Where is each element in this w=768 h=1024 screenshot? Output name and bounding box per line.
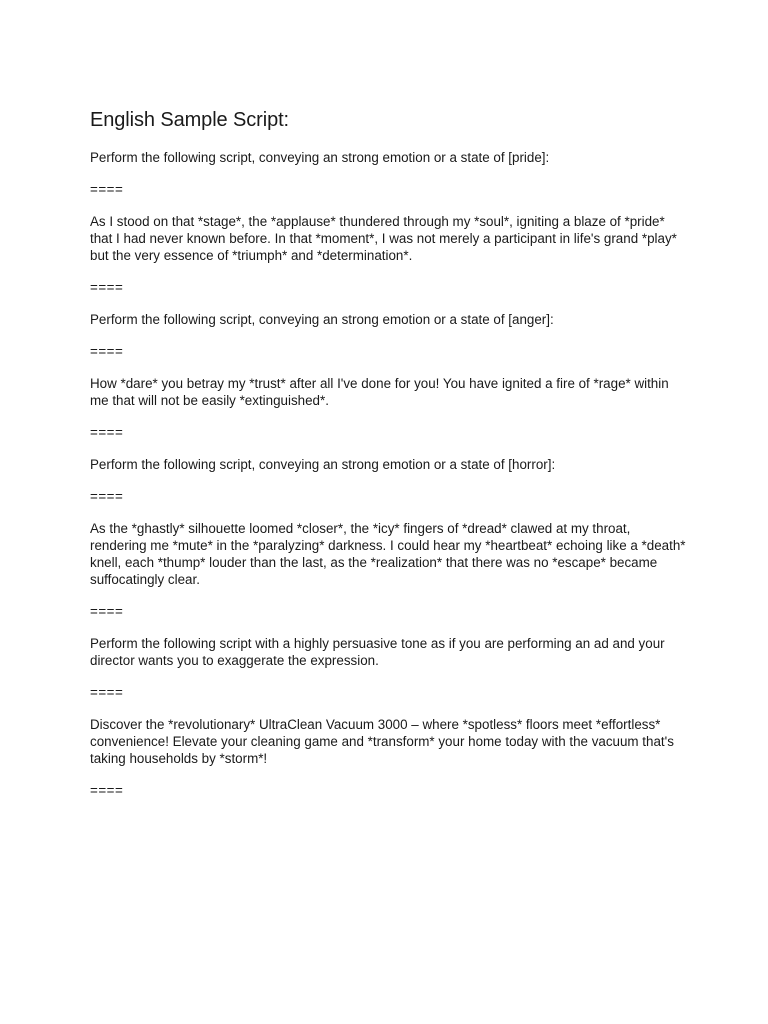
instruction-pride: Perform the following script, conveying an strong emotion or a state of [pride]: <box>90 150 550 165</box>
separator: ==== <box>90 182 124 197</box>
instruction-ad: Perform the following script with a highly persuasive tone as if you are performing an ad and your director wants you to exaggerate the expression. <box>90 636 665 668</box>
separator: ==== <box>90 280 124 295</box>
separator: ==== <box>90 344 124 359</box>
script-anger: How *dare* you betray my *trust* after all I've done for you! You have ignited a fire of *rage* within me that will not be easily *extinguished*. <box>90 376 669 408</box>
script-pride: As I stood on that *stage*, the *applause* thundered through my *soul*, igniting a blaze of *pride* that I had never known before. In that *moment*, I was not merely a participant in life's grand *play* but the very essence of *triumph* and *determination*. <box>90 214 677 263</box>
separator: ==== <box>90 685 124 700</box>
document-page <box>90 107 690 814</box>
separator: ==== <box>90 425 124 440</box>
document-title: English Sample Script: <box>90 109 290 131</box>
script-horror: As the *ghastly* silhouette loomed *closer*, the *icy* fingers of *dread* clawed at my throat, rendering me *mute* in the *paralyzing* darkness. I could hear my *heartbeat* echoing like a *death* knell, each *thump* louder than the last, as the *realization* that there was no *escape* became suffocatingly clear. <box>90 521 686 587</box>
document-body <box>90 149 690 799</box>
separator: ==== <box>90 783 124 798</box>
script-ad: Discover the *revolutionary* UltraClean Vacuum 3000 – where *spotless* floors meet *effortless* convenience! Elevate your cleaning game and *transform* your home today with the vacuum that's taking households by *storm*! <box>90 717 674 766</box>
instruction-horror: Perform the following script, conveying an strong emotion or a state of [horror]: <box>90 457 556 472</box>
separator: ==== <box>90 604 124 619</box>
instruction-anger: Perform the following script, conveying an strong emotion or a state of [anger]: <box>90 312 554 327</box>
separator: ==== <box>90 489 124 504</box>
